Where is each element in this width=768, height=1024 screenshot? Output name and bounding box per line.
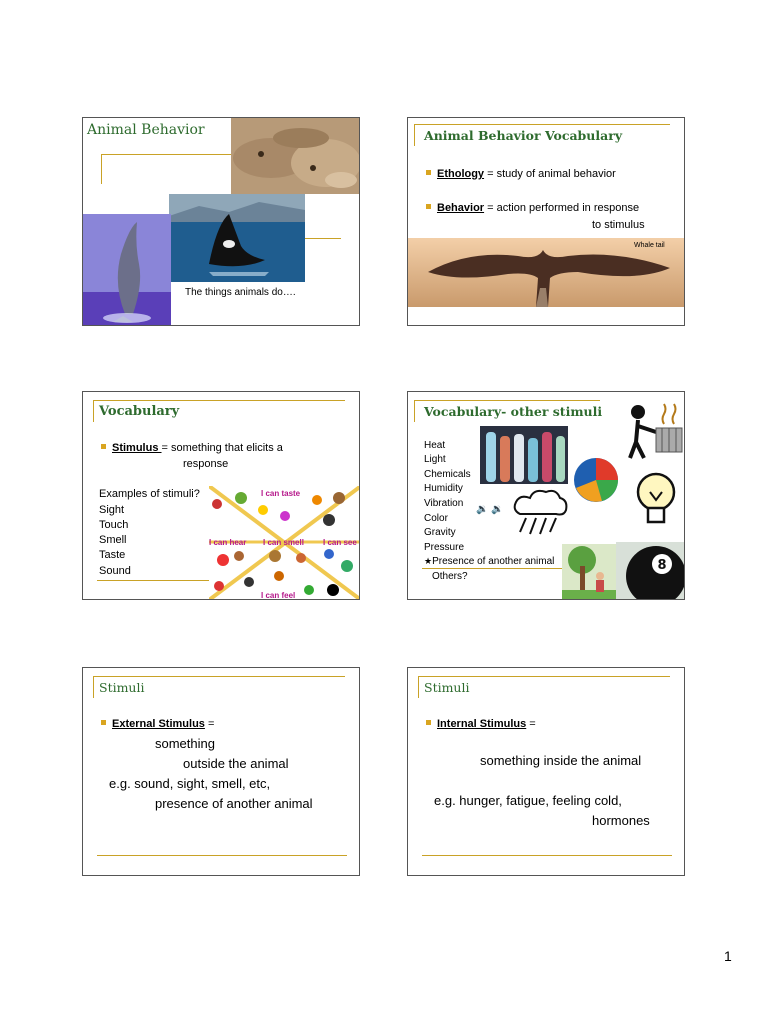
example-sound: Sound [99, 565, 131, 577]
stimuli-item: ★Presence of another animal [424, 556, 555, 567]
slide-caption: The things animals do…. [185, 287, 296, 298]
slide-title: Vocabulary [99, 404, 180, 419]
prairie-dogs-photo [231, 118, 360, 194]
page-number: 1 [724, 948, 732, 964]
person-heater-clipart [622, 398, 685, 462]
test-tubes-photo [480, 426, 568, 484]
slide-vocabulary-other-stimuli [407, 391, 685, 600]
svg-text:8: 8 [657, 558, 667, 573]
light-bulb-icon [634, 470, 678, 526]
example-smell: Smell [99, 534, 127, 546]
bullet-external-stimulus: External Stimulus = [101, 718, 214, 730]
bullet-behavior-continued: to stimulus [592, 219, 645, 231]
bullet-ethology: Ethology = study of animal behavior [426, 168, 616, 180]
slide-title: Stimuli [424, 680, 470, 695]
sense-smell-label: I can smell [263, 538, 304, 547]
dolphin-photo [83, 214, 171, 326]
examples-heading: Examples of stimuli? [99, 488, 200, 500]
rain-cloud-clipart [510, 484, 570, 538]
slide-title: Animal Behavior Vocabulary [424, 128, 623, 143]
star-icon: ★ [424, 556, 433, 566]
stimuli-item: Color [424, 513, 448, 524]
bullet-stimulus-continued: response [183, 458, 229, 470]
stimuli-item: Humidity [424, 483, 463, 494]
bullet-stimulus: Stimulus = something that elicits a [101, 442, 283, 454]
speaker-icon: 🔉 🔉 [476, 504, 504, 515]
definition-line: something inside the animal [480, 753, 642, 768]
slide-external-stimuli [82, 667, 360, 876]
sense-taste-label: I can taste [261, 489, 301, 498]
slide-internal-stimuli [407, 667, 685, 876]
eight-ball-icon [616, 542, 684, 600]
stimuli-item: Light [424, 454, 446, 465]
slide-animal-behavior-vocabulary [407, 117, 685, 326]
pie-chart-icon [572, 456, 620, 504]
stimuli-item: Gravity [424, 527, 456, 538]
slide-title: Animal Behavior [87, 122, 205, 138]
stimuli-item: Pressure [424, 542, 465, 553]
sense-hear-label: I can hear [209, 538, 247, 547]
definition-line: outside the animal [183, 756, 289, 771]
stimuli-item: Heat [424, 440, 446, 451]
stimuli-item: Others? [432, 571, 468, 582]
stimuli-item: Vibration [424, 498, 464, 509]
orca-photo [169, 194, 305, 282]
definition-line: e.g. sound, sight, smell, etc, [109, 776, 271, 791]
sense-see-label: I can see [323, 538, 357, 547]
stimuli-item: Chemicals [424, 469, 471, 480]
example-touch: Touch [99, 519, 129, 531]
slide-vocabulary [82, 391, 360, 600]
definition-line: something [155, 736, 215, 751]
slide-title: Stimuli [99, 680, 145, 695]
definition-line: hormones [592, 813, 650, 828]
slide-animal-behavior [82, 117, 360, 326]
example-taste: Taste [99, 549, 126, 561]
people-under-tree-photo [562, 544, 616, 600]
definition-line: presence of another animal [155, 796, 313, 811]
sense-feel-label: I can feel [261, 591, 296, 600]
whale-tail-label: Whale tail [634, 242, 665, 249]
slide-title: Vocabulary- other stimuli [424, 404, 603, 419]
bullet-internal-stimulus: Internal Stimulus = [426, 718, 536, 730]
definition-line: e.g. hunger, fatigue, feeling cold, [434, 793, 622, 808]
example-sight: Sight [99, 504, 125, 516]
bullet-behavior: Behavior = action performed in response [426, 202, 639, 214]
